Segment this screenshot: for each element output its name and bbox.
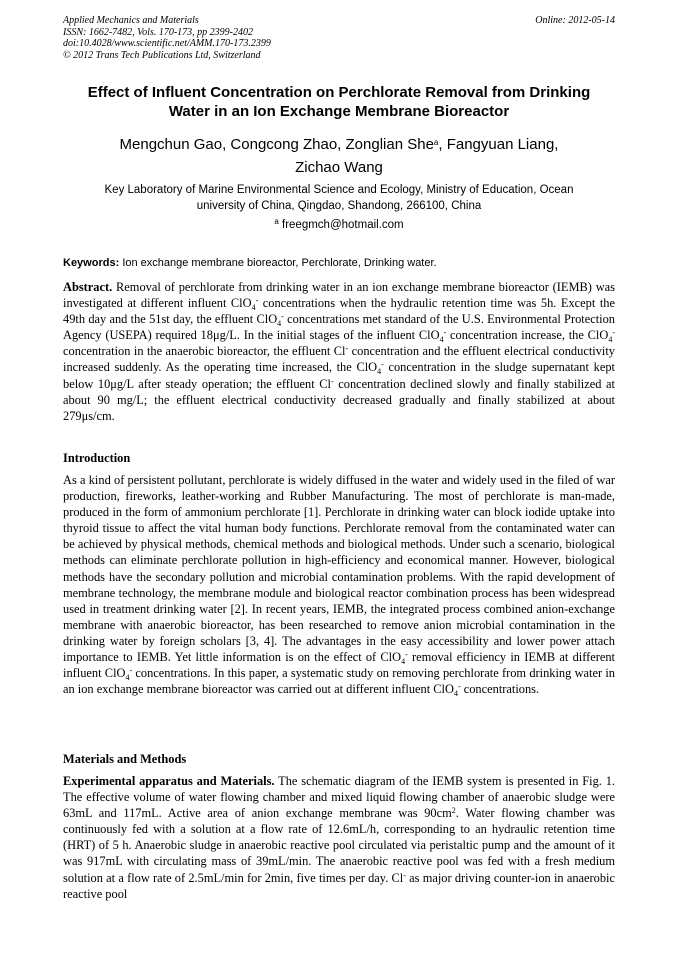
subscript-4: 4 [401, 657, 406, 667]
subscript-4: 4 [125, 673, 130, 683]
superscript-minus: - [345, 344, 349, 354]
methods-body [63, 773, 615, 902]
author-mark: a [433, 138, 439, 147]
superscript-minus: - [281, 312, 284, 322]
methods-text: as major driving counter-ion in anaerobic reactive pool [63, 870, 615, 901]
abstract-text: concentration increase, the ClO [450, 328, 609, 343]
authors-line-2: Zichao Wang [295, 159, 383, 176]
issn-line: ISSN: 1662-7482, Vols. 170-173, pp 2399-2402 [63, 26, 253, 38]
subscript-4: 4 [453, 689, 458, 699]
superscript-minus: - [403, 870, 406, 880]
superscript-minus: - [443, 328, 447, 338]
subscript-4: 4 [439, 335, 444, 345]
methods-text: The schematic diagram of the IEMB system is presented in Fig. 1. The effective volume of water flowing chamber and mixed liquid flowing chamber of anaerobic sludge were 63mL and 117mL. Active area of anion exchange membrane was 90cm [63, 774, 616, 821]
abstract-text: concentration declined slowly and finally stabilized at about 90 mg/L; the effluent electrical conductivity decreased gradually and finally stabilized at about 279μs/cm. [63, 376, 615, 423]
affiliation-line-1: Key Laboratory of Marine Environmental Science and Ecology, Ministry of Education, Ocean [104, 184, 574, 196]
abstract-text: concentration in the sludge supernatant kept below 10μg/L after steady operation; the effluent Cl [63, 360, 615, 391]
subscript-4: 4 [608, 335, 613, 345]
superscript-minus: - [405, 650, 408, 660]
email-line [40, 218, 638, 233]
subscript-4: 4 [277, 319, 282, 329]
intro-text: removal efficiency in IEMB at different influent ClO [63, 650, 615, 681]
title-line-2: Water in an Ion Exchange Membrane Bioreactor [168, 102, 510, 120]
intro-text: concentrations. [463, 682, 540, 697]
superscript-minus: - [331, 376, 334, 386]
journal-name: Applied Mechanics and Materials [63, 15, 199, 26]
superscript-2: 2 [451, 806, 456, 816]
superscript-minus: - [457, 682, 461, 692]
methods-text: . Water flowing chamber was continuously fed with a solution at a flow rate of 12.6mL/h, corresponding to an hydraulic retention time (HRT) of 5 h. Anaerobic sludge in anaerobic reactive pool circulated via peristaltic pump and the amount of it was 917mL with circulating mass of 39mL/min. The anaerobic reactive pool was fed with a fresh medium solution at a flow rate of 2.5mL/min for 2min, five times per day. Cl [63, 806, 615, 885]
authors-part-1: Mengchun Gao, Congcong Zhao, Zonglian She [119, 136, 434, 153]
title-line-1: Effect of Influent Concentration on Perchlorate Removal from Drinking [87, 84, 591, 101]
keywords-text: Ion exchange membrane bioreactor, Perchlorate, Drinking water. [122, 257, 437, 269]
email-address: freegmch@hotmail.com [282, 219, 404, 231]
introduction-body [63, 472, 615, 697]
methods-label: Experimental apparatus and Materials. [63, 774, 275, 788]
authors-part-2: , Fangyuan Liang, [438, 136, 559, 153]
superscript-minus: - [381, 360, 384, 370]
online-date: Online: 2012-05-14 [535, 15, 615, 26]
paper-title [40, 84, 638, 121]
abstract [63, 279, 615, 424]
affiliation [40, 183, 638, 214]
journal-header [63, 15, 615, 61]
abstract-text: concentrations when the hydraulic retention time was 5h. Except the 49th day and the 51st day, the effluent ClO [63, 296, 615, 327]
intro-text: concentrations. In this paper, a systematic study on removing perchlorate from drinking water in an ion exchange membrane bioreactor was carried out at different influent ClO [63, 666, 615, 697]
abstract-text: Removal of perchlorate from drinking water in an ion exchange membrane bioreactor (IEMB) was investigated at different influent ClO [63, 280, 615, 311]
abstract-text: concentration in the anaerobic bioreactor, the effluent Cl [63, 344, 346, 359]
introduction-heading: Introduction [63, 451, 131, 465]
superscript-minus: - [129, 666, 133, 676]
authors-line-1 [40, 133, 638, 156]
superscript-minus: - [612, 328, 615, 338]
subscript-4: 4 [251, 303, 256, 313]
abstract-text: concentration and the effluent electrical conductivity increased suddenly. As the operating time increased, the ClO [63, 344, 615, 375]
subscript-4: 4 [377, 367, 382, 377]
keywords-label: Keywords: [63, 257, 120, 269]
superscript-minus: - [255, 296, 259, 306]
keywords [63, 256, 615, 270]
email-mark: a [274, 217, 279, 226]
author-list [40, 133, 638, 179]
abstract-text: concentrations met standard of the U.S. Environmental Protection Agency (USEPA) required 18μg/L. In the initial stages of the influent ClO [63, 312, 615, 343]
abstract-label: Abstract. [63, 280, 113, 294]
doi-line: doi:10.4028/www.scientific.net/AMM.170-173.2399 [63, 38, 271, 49]
copyright-line: © 2012 Trans Tech Publications Ltd, Switzerland [63, 49, 261, 61]
methods-heading: Materials and Methods [63, 752, 187, 766]
intro-text: As a kind of persistent pollutant, perchlorate is widely diffused in the water and widely used in the filed of war production, fireworks, leather-working and Rubber Manufacturing. The most of perchlorate is man-made, produced in the form of ammonium perchlorate [1]. Perchlorate in drinking water can block iodide uptake into thyroid tissue to affect the vital human body functions. Perchlorate removal from the contaminated water can be achieved by physical methods, chemical methods and biological methods. Under such a scenario, biological methods can eliminate perchlorate pollution in high-efficiency and economical manner. However, biological methods have the secondary pollution and microbial contamination problems. With the rapid development of membrane technology, the membrane module and biological reactor combination process has been widespread used in treatment drinking water [2]. In recent years, IEMB, the integrated process combined anion-exchange membrane with anaerobic bioreactor, has been researched to remove anion microbial contamination in the drinking water by foreign scholars [3, 4]. The advantages in the easy accessibility and lower power attach importance to IEMB. Yet little information is on the effect of ClO [63, 473, 615, 665]
affiliation-line-2: university of China, Qingdao, Shandong, 266100, China [196, 199, 482, 212]
